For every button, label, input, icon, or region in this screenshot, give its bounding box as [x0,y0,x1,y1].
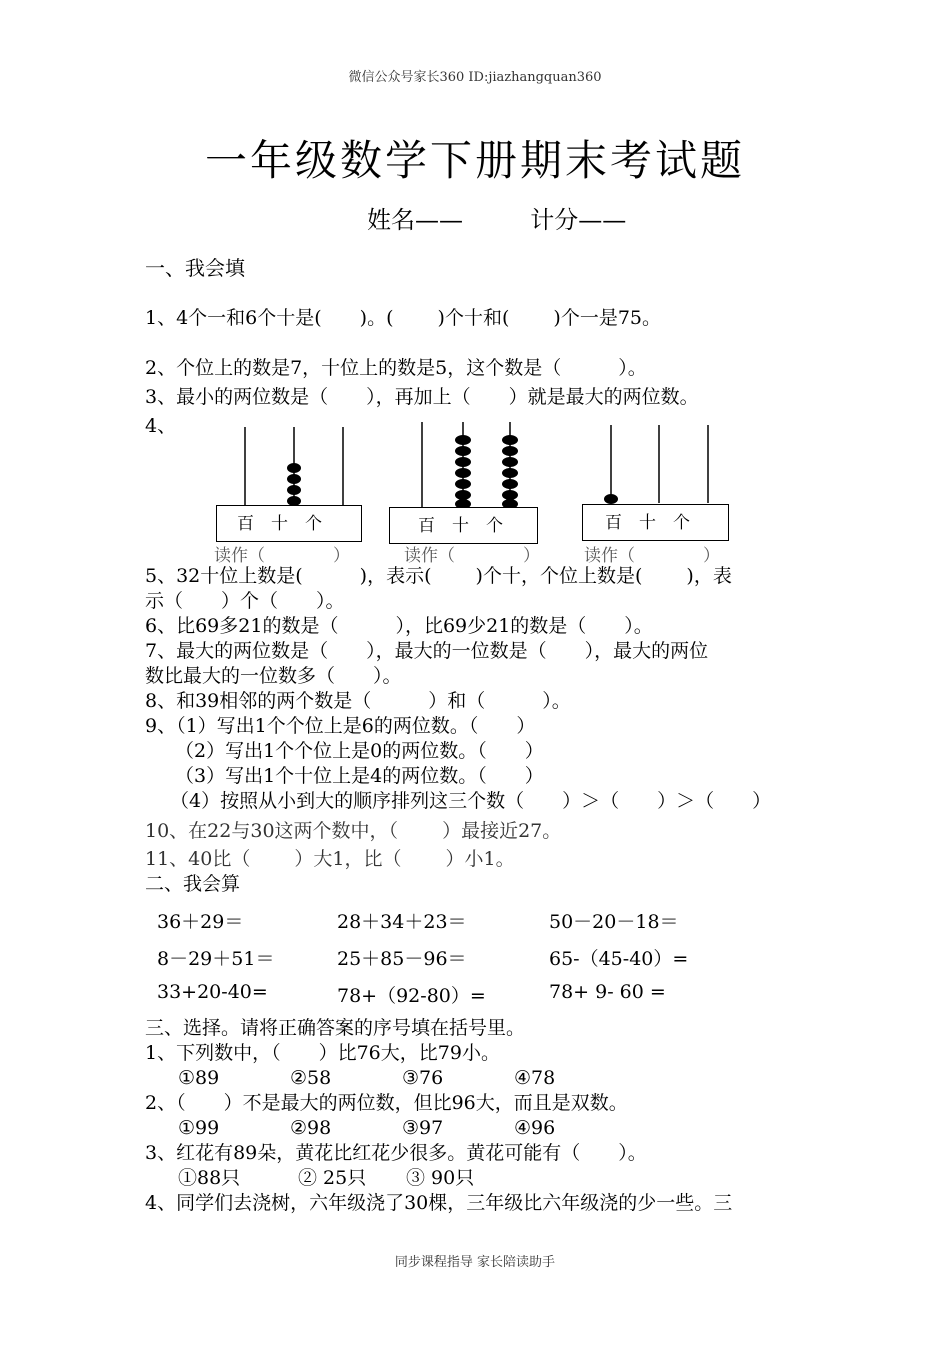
choice-question-3: 3、红花有89朵，黄花比红花少很多。黄花可能有（ ）。 [145,1142,647,1164]
choice-question-1: 1、下列数中，（ ）比76大，比79小。 [145,1042,500,1064]
calc-3-3: 78+ 9- 60 = [549,981,666,1003]
choice-1-option-a: ①89 [178,1067,220,1089]
bead [287,463,301,473]
calc-2-2: 25＋85－96＝ [337,948,467,970]
bead [502,490,518,500]
question-1-9-4: （4）按照从小到大的顺序排列这三个数（ ）＞（ ）＞（ ） [170,790,772,812]
name-score-line [367,200,626,235]
choice-3-option-c: ③ 90只 [406,1167,475,1189]
section-1-heading: 一、我会填 [145,256,245,280]
abacus-1-place-labels: 百 十 个 [216,505,362,542]
bead [502,435,518,445]
abacus-2-place-labels: 百 十 个 [389,507,538,544]
abacus-2-rods [410,420,540,515]
choice-2-option-a: ①99 [178,1117,220,1139]
bead [502,446,518,456]
question-1-2: 2、个位上的数是7，十位上的数是5，这个数是（ ）。 [145,357,647,379]
question-1-3: 3、最小的两位数是（ ），再加上（ ）就是最大的两位数。 [145,386,699,408]
calc-2-3: 65-（45-40）= [549,948,689,970]
question-1-10: 10、在22与30这两个数中，（ ）最接近27。 [145,820,562,842]
calc-2-1: 8－29＋51＝ [157,948,275,970]
choice-3-option-a: ①88只 [178,1167,241,1189]
bead [287,474,301,484]
bead [455,490,471,500]
calc-1-2: 28＋34＋23＝ [337,911,467,933]
score-field-label: 计分—— [530,206,627,234]
bead [455,468,471,478]
calc-1-1: 36＋29＝ [157,911,244,933]
abacus-2-read-as: 读作（ ） [404,546,540,566]
bead [455,479,471,489]
choice-1-option-c: ③76 [402,1067,444,1089]
choice-1-option-d: ④78 [514,1067,556,1089]
choice-2-option-b: ②98 [290,1117,332,1139]
calc-1-3: 50－20－18＝ [549,911,679,933]
choice-question-4: 4、同学们去浇树，六年级浇了30棵，三年级比六年级浇的少一些。三 [145,1192,733,1214]
question-1-5-line-1: 5、32十位上数是( )，表示( )个十，个位上数是( )，表 [145,565,732,587]
calc-3-1: 33+20-40= [157,981,268,1003]
question-1-11: 11、40比（ ）大1，比（ ）小1。 [145,848,515,870]
question-1-7-line-1: 7、最大的两位数是（ ），最大的一位数是（ ），最大的两位 [145,640,709,662]
page-header: 微信公众号家长360 ID:jiazhangquan360 [348,70,602,85]
question-1-6: 6、比69多21的数是（ ），比69少21的数是（ ）。 [145,615,653,637]
bead [502,457,518,467]
choice-2-option-d: ④96 [514,1117,556,1139]
bead [455,446,471,456]
page-footer: 同步课程指导 家长陪读助手 [394,1255,556,1270]
bead [502,468,518,478]
choice-3-option-b: ② 25只 [298,1167,367,1189]
question-1-4-label: 4、 [145,415,177,437]
name-field-label: 姓名—— [367,206,463,234]
bead [287,485,301,495]
bead [604,494,618,504]
page-title: 一年级数学下册期末考试题 [204,136,745,185]
question-1-5-line-2: 示（ ）个（ ）。 [145,590,345,612]
question-1-9-3: （3）写出1个十位上是4的两位数。（ ） [175,765,544,787]
choice-1-option-b: ②58 [290,1067,332,1089]
question-1-8: 8、和39相邻的两个数是（ ）和（ ）。 [145,690,571,712]
question-1-9-1: 9、（1）写出1个个位上是6的两位数。（ ） [145,715,536,737]
abacus-3-place-labels: 百 十 个 [582,504,729,541]
calc-3-2: 78+（92-80）= [337,985,486,1007]
bead [502,479,518,489]
bead [455,435,471,445]
abacus-1-read-as: 读作（ ） [214,546,350,566]
abacus-3-rods [590,423,720,508]
abacus-3-read-as: 读作（ ） [584,546,720,566]
section-2-heading: 二、我会算 [145,873,241,895]
choice-2-option-c: ③97 [402,1117,444,1139]
bead [455,457,471,467]
question-1-1: 1、4个一和6个十是( )。( )个十和( )个一是75。 [145,307,661,329]
question-1-7-line-2: 数比最大的一位数多（ ）。 [145,665,402,687]
choice-question-2: 2、（ ）不是最大的两位数，但比96大，而且是双数。 [145,1092,628,1114]
question-1-9-2: （2）写出1个个位上是0的两位数。（ ） [175,740,544,762]
section-3-heading: 三、选择。请将正确答案的序号填在括号里。 [145,1017,526,1039]
